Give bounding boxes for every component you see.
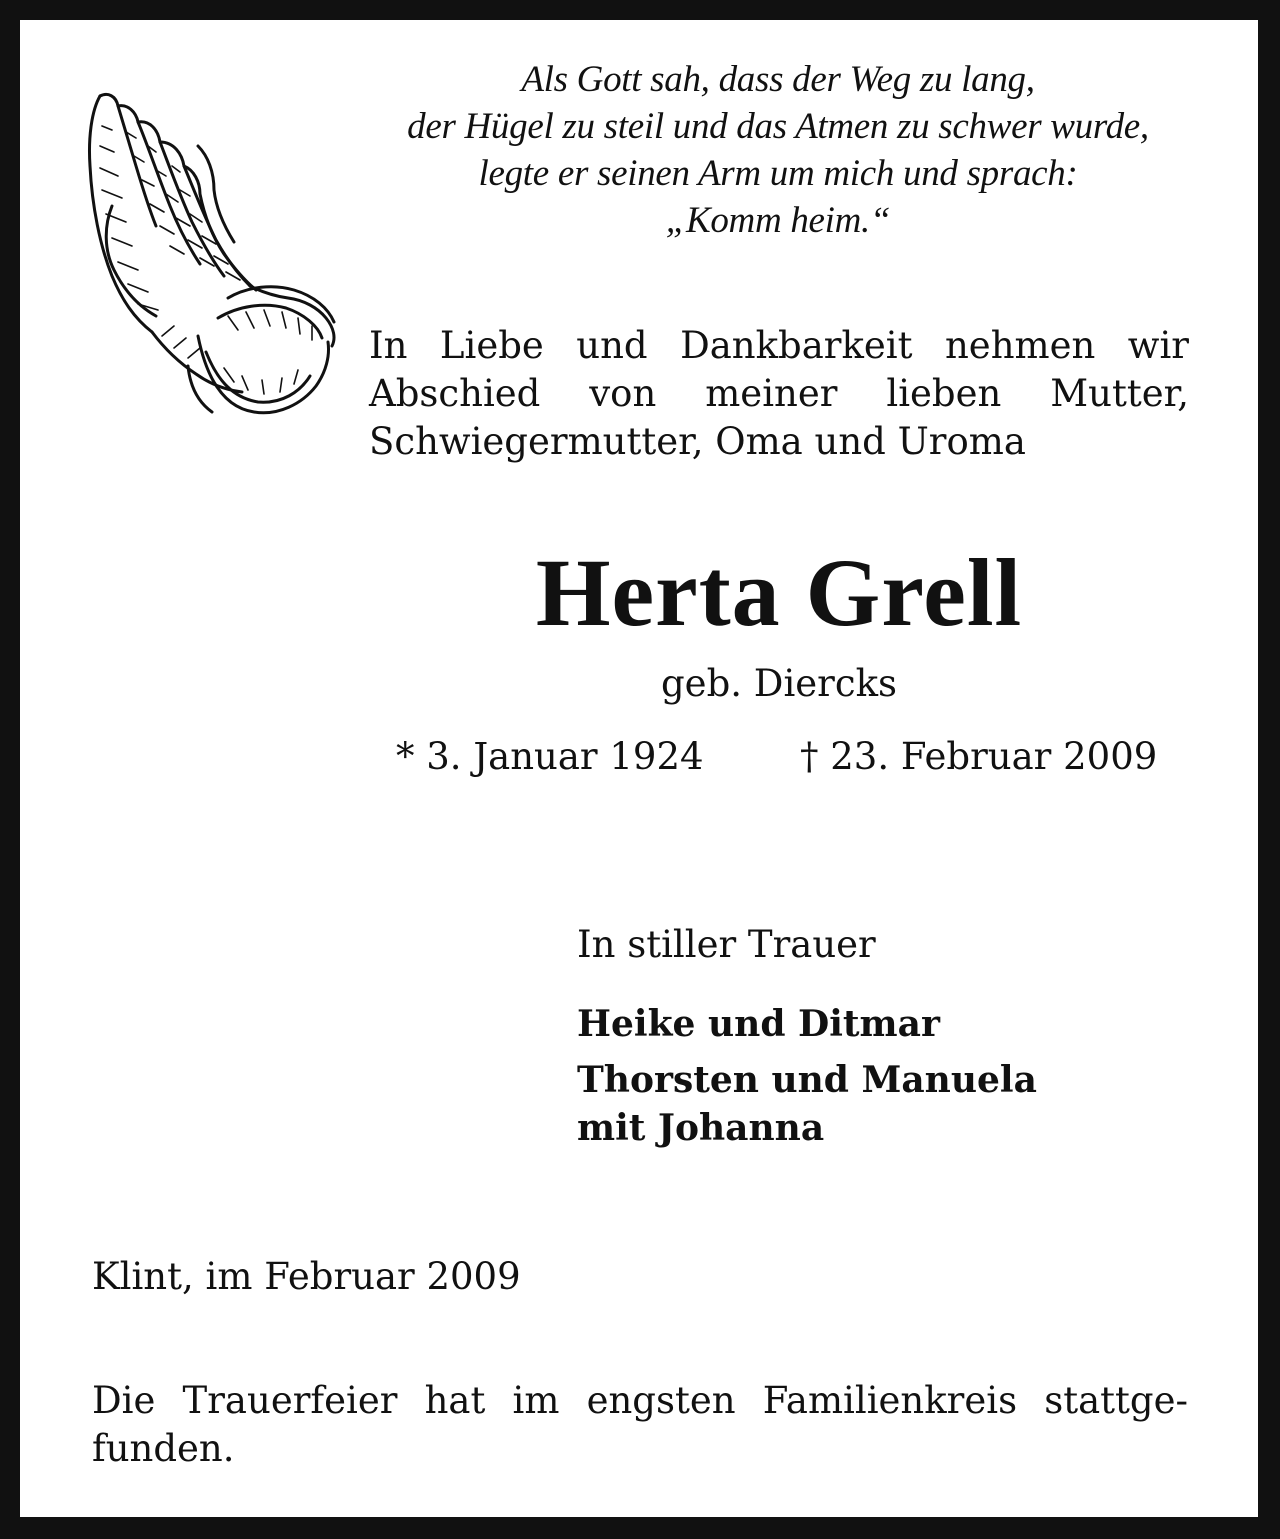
intro-line: Abschied von meiner lieben Mutter, bbox=[369, 372, 1189, 415]
mourner-line: mit Johanna bbox=[577, 1107, 825, 1149]
mourners-list bbox=[577, 1000, 1037, 1152]
intro-text bbox=[369, 322, 1189, 466]
deceased-name: Herta Grell bbox=[535, 539, 1023, 646]
funeral-note bbox=[92, 1377, 1188, 1473]
poem-line: legte er seinen Arm um mich und sprach: bbox=[478, 153, 1078, 194]
maiden-name: geb. Diercks bbox=[660, 662, 897, 705]
poem-line: der Hügel zu steil und das Atmen zu schwer wurde, bbox=[407, 106, 1149, 147]
intro-line: Schwiegermutter, Oma und Uroma bbox=[369, 420, 1026, 463]
place-date: Klint, im Februar 2009 bbox=[92, 1255, 521, 1298]
poem-line: „Komm heim.“ bbox=[665, 200, 891, 241]
intro-line: In Liebe und Dankbarkeit nehmen wir bbox=[369, 324, 1189, 367]
mourner-line: Thorsten und Manuela bbox=[577, 1059, 1037, 1101]
poem bbox=[360, 56, 1196, 244]
funeral-line: Die Trauerfeier hat im engsten Familienkreis stattge- bbox=[92, 1379, 1188, 1422]
death-date: † 23. Februar 2009 bbox=[800, 735, 1158, 778]
mourning-label: In stiller Trauer bbox=[577, 923, 876, 966]
praying-hands-icon bbox=[78, 86, 340, 418]
poem-line: Als Gott sah, dass der Weg zu lang, bbox=[521, 59, 1035, 100]
mourner-line: Heike und Ditmar bbox=[577, 1003, 940, 1045]
funeral-line: funden. bbox=[92, 1427, 235, 1470]
birth-date: * 3. Januar 1924 bbox=[396, 735, 704, 778]
